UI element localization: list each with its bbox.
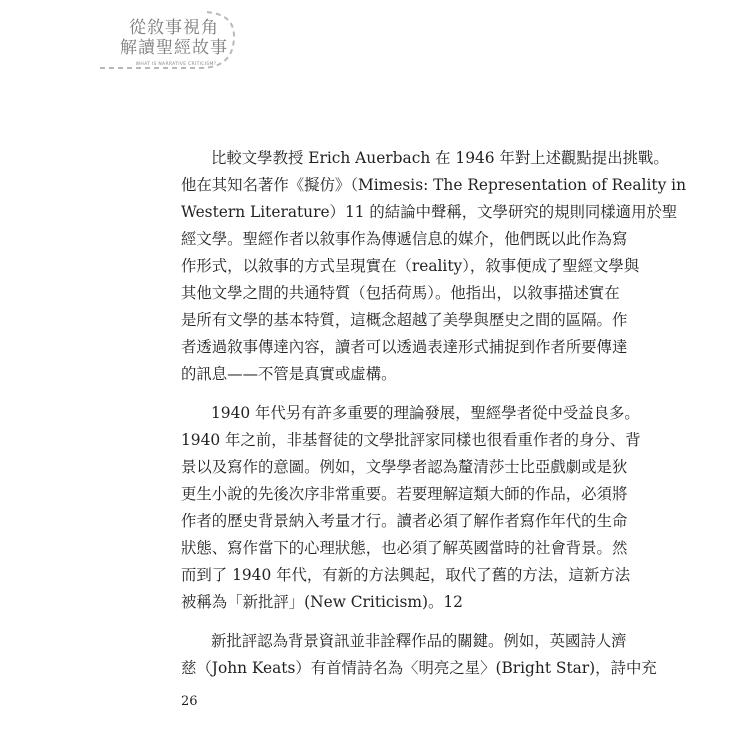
text-line: 1940 年之前，非基督徒的文學批評家同樣也很看重作者的身分、背 [181, 431, 641, 449]
running-header-subtitle: WHAT IS NARRATIVE CRITICISM? [135, 62, 217, 67]
text-line: 作形式，以敘事的方式呈現實在（reality），敘事便成了聖經文學與 [181, 257, 640, 275]
text-line: 他在其知名著作《擬仿》（Mimesis: The Representation of Reality in [181, 176, 686, 194]
text-line: 經文學。聖經作者以敘事作為傳遞信息的媒介，他們既以此作為寫 [181, 230, 628, 248]
text-line: 1940 年代另有許多重要的理論發展，聖經學者從中受益良多。 [211, 404, 640, 422]
text-line: 更生小說的先後次序非常重要。若要理解這類大師的作品，必須將 [181, 485, 628, 503]
paragraph [181, 400, 641, 616]
paragraph [181, 628, 657, 682]
text-line: 比較文學教授 Erich Auerbach 在 1946 年對上述觀點提出挑戰。 [211, 149, 669, 167]
text-line: 景以及寫作的意圖。例如，文學學者認為釐清莎士比亞戲劇或是狄 [181, 458, 628, 476]
text-line: Western Literature）11 的結論中聲稱，文學研究的規則同樣適用於聖 [181, 203, 678, 221]
text-line: 是所有文學的基本特質，這概念超越了美學與歷史之間的區隔。作 [181, 311, 628, 329]
text-line: 作者的歷史背景納入考量才行。讀者必須了解作者寫作年代的生命 [181, 512, 628, 530]
paragraph [181, 145, 686, 388]
page-number: 26 [181, 694, 198, 709]
text-line: 被稱為「新批評」(New Criticism)。12 [181, 593, 463, 611]
text-line: 的訊息——不管是真實或虛構。 [181, 365, 397, 383]
running-header-title [114, 18, 234, 58]
text-line: 新批評認為背景資訊並非詮釋作品的關鍵。例如，英國詩人濟 [211, 632, 627, 650]
body-text [181, 145, 686, 682]
text-line: 慈（John Keats）有首情詩名為〈明亮之星〉(Bright Star)，詩中充 [181, 659, 657, 677]
text-line: 狀態、寫作當下的心理狀態，也必須了解英國當時的社會背景。然 [181, 539, 628, 557]
running-header-badge [96, 10, 246, 74]
text-line: 而到了 1940 年代，有新的方法興起，取代了舊的方法，這新方法 [181, 566, 631, 584]
text-line: 者透過敘事傳達內容，讀者可以透過表達形式捕捉到作者所要傳達 [181, 338, 628, 356]
running-header-title-line1: 從敘事視角 [129, 18, 219, 38]
text-line: 其他文學之間的共通特質（包括荷馬）。他指出，以敘事描述實在 [181, 284, 620, 302]
running-header-title-line2: 解讀聖經故事 [120, 38, 228, 58]
